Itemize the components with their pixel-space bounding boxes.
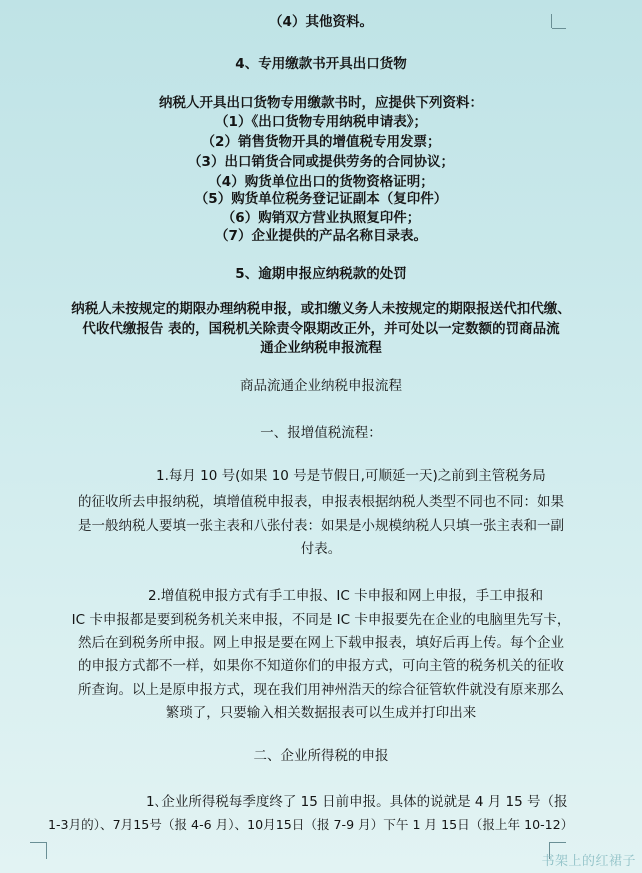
paragraph-2-line: IC 卡申报都是要到税务机关来申报，不同是 IC 卡申报要先在企业的电脑里先写卡， bbox=[71, 612, 571, 628]
paragraph-2-line: 然后在到税务所申报。网上申报是要在网上下载申报表，填好后再上传。每个企业 bbox=[78, 635, 564, 651]
penalty-line: 代收代缴报告 表的，国税机关除责令限期改正外，并可处以一定数额的罚商品流 bbox=[82, 321, 560, 337]
list-item: （7）企业提供的产品名称目录表。 bbox=[215, 228, 427, 244]
paragraph-1-line: 是一般纳税人要填一张主表和八张付表：如果是小规模纳税人只填一张主表和一副 bbox=[78, 518, 564, 534]
heading-4: 4、专用缴款书开具出口货物 bbox=[235, 56, 407, 72]
list-item: （5）购货单位税务登记证副本（复印件） bbox=[194, 191, 448, 207]
heading-5: 5、逾期申报应纳税款的处罚 bbox=[235, 266, 407, 282]
paragraph-2-line: 2.增值税申报方式有手工申报、IC 卡申报和网上申报，手工申报和 bbox=[148, 588, 544, 604]
paragraph-2-line: 繁琐了，只要输入相关数据报表可以生成并打印出来 bbox=[165, 705, 477, 721]
paragraph-2-line: 的申报方式都不一样，如果你不知道你们的申报方式，可向主管的税务机关的征收 bbox=[78, 658, 564, 674]
list-item: （6）购销双方营业执照复印件； bbox=[221, 210, 421, 226]
paragraph-1-line: 1.每月 10 号(如果 10 号是节假日,可顺延一天)之前到主管税务局 bbox=[156, 468, 546, 484]
intro-text: 纳税人开具出口货物专用缴款书时，应提供下列资料： bbox=[159, 95, 483, 111]
paragraph-3-line: 1､企业所得税每季度终了 15 日前申报。具体的说就是 4 月 15 号（报 bbox=[146, 794, 568, 810]
list-item: （3）出口销货合同或提供劳务的合同协议； bbox=[188, 154, 454, 170]
paragraph-1-line: 的征收所去申报纳税，填增值税申报表，申报表根据纳税人类型不同也不同：如果 bbox=[78, 494, 564, 510]
penalty-line: 纳税人未按规定的期限办理纳税申报，或扣缴义务人未按规定的期限报送代扣代缴、 bbox=[71, 301, 571, 317]
paragraph-1-line: 付表。 bbox=[300, 541, 342, 557]
section-1-heading: 一、报增值税流程： bbox=[260, 425, 382, 441]
item-4-other-materials: （4）其他资料。 bbox=[269, 14, 373, 30]
document-title: 商品流通企业纳税申报流程 bbox=[240, 378, 402, 394]
list-item: （4）购货单位出口的货物资格证明； bbox=[208, 174, 434, 190]
crop-mark-bottom-left bbox=[30, 842, 47, 859]
penalty-line: 通企业纳税申报流程 bbox=[260, 340, 382, 356]
section-2-heading: 二、企业所得税的申报 bbox=[253, 748, 389, 764]
list-item: （2）销售货物开具的增值税专用发票； bbox=[201, 134, 441, 150]
watermark: 书架上的红裙子 bbox=[541, 854, 636, 869]
paragraph-3-line: 1-3月的）、7月15号（报 4-6 月）、10月15日（报 7-9 月）下午 1 月 15日（报上年 10-12） bbox=[48, 817, 574, 832]
list-item: （1）《出口货物专用纳税申请表》； bbox=[215, 114, 427, 130]
paragraph-2-line: 所查询。以上是原申报方式，现在我们用神州浩天的综合征管软件就没有原来那么 bbox=[78, 682, 564, 698]
